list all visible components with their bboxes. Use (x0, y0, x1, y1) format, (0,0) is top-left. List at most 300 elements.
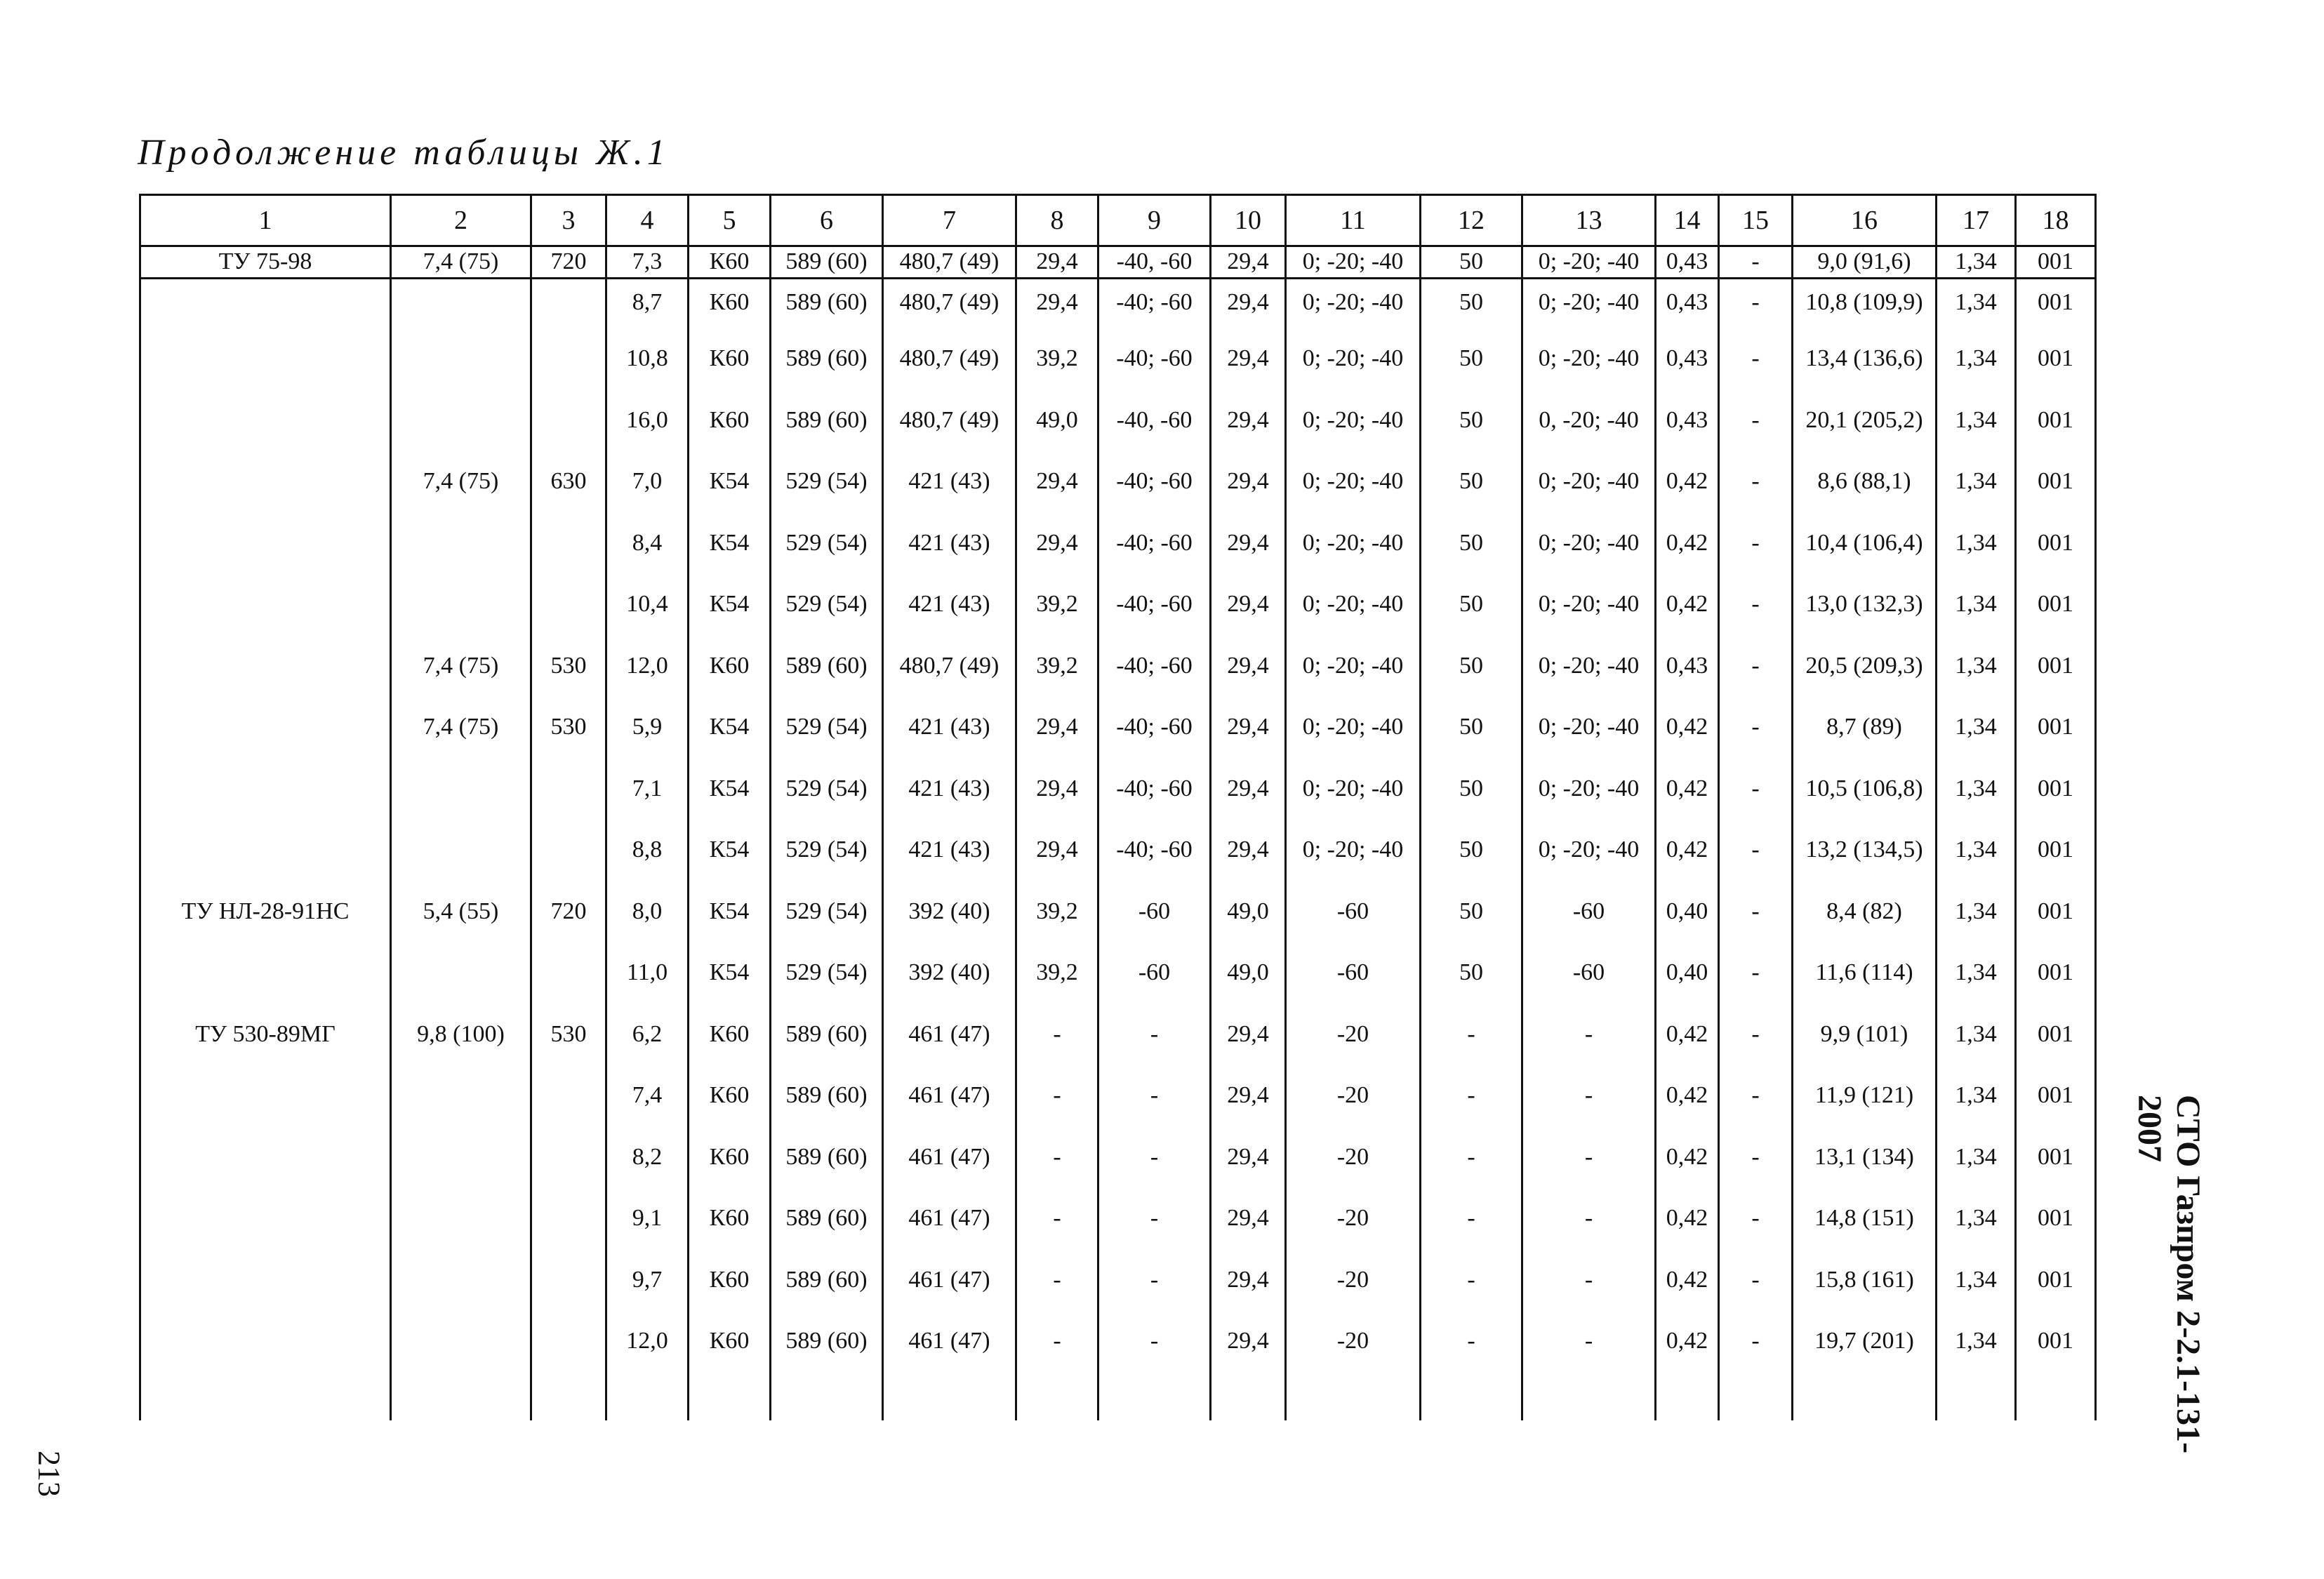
table-cell: 13,0 (132,3) (1793, 585, 1937, 647)
table-cell: К60 (689, 647, 771, 709)
table-cell: 480,7 (49) (883, 340, 1016, 401)
table-cell: 1,34 (1937, 1138, 2016, 1200)
table-cell: 50 (1421, 585, 1522, 647)
table-cell: - (1522, 1261, 1656, 1323)
table-cell: 7,4 (75) (391, 462, 531, 524)
table-cell (391, 1138, 531, 1200)
table-cell: 29,4 (1211, 1322, 1286, 1384)
table-cell: 11,6 (114) (1793, 954, 1937, 1015)
table-cell: - (1098, 1322, 1211, 1384)
column-header: 3 (531, 195, 606, 246)
table-cell: 421 (43) (883, 708, 1016, 770)
table-cell: -40; -60 (1098, 462, 1211, 524)
table-cell (140, 1199, 391, 1261)
table-cell: 12,0 (606, 1322, 689, 1384)
table-cell (391, 524, 531, 586)
table-row (140, 340, 2096, 401)
table-cell: - (1719, 279, 1793, 340)
table-cell: 589 (60) (771, 279, 883, 340)
table-cell: - (1719, 340, 1793, 401)
table-cell: 529 (54) (771, 585, 883, 647)
table-cell: 29,4 (1211, 1077, 1286, 1138)
table-cell (531, 1138, 606, 1200)
table-cell: -60 (1098, 954, 1211, 1015)
table-cell: 529 (54) (771, 893, 883, 954)
table-cell: -40; -60 (1098, 647, 1211, 709)
table-cell: 14,8 (151) (1793, 1199, 1937, 1261)
table-row (140, 1077, 2096, 1138)
table-cell: К54 (689, 770, 771, 832)
table-cell: - (1719, 1261, 1793, 1323)
table-cell: 001 (2016, 893, 2096, 954)
empty-cell (1522, 1384, 1656, 1420)
table-cell: 8,2 (606, 1138, 689, 1200)
table-cell: 001 (2016, 1322, 2096, 1384)
table-cell (140, 585, 391, 647)
table-cell: 9,1 (606, 1199, 689, 1261)
table-cell: -20 (1286, 1261, 1421, 1323)
column-header: 12 (1421, 195, 1522, 246)
empty-cell (1719, 1384, 1793, 1420)
table-cell: 001 (2016, 647, 2096, 709)
table-cell: 8,6 (88,1) (1793, 462, 1937, 524)
table-cell: 0; -20; -40 (1522, 246, 1656, 279)
table-cell: 50 (1421, 770, 1522, 832)
table-cell (531, 585, 606, 647)
table-cell: 392 (40) (883, 954, 1016, 1015)
table-cell: 13,2 (134,5) (1793, 831, 1937, 893)
table-cell: 20,1 (205,2) (1793, 401, 1937, 463)
table-cell (391, 770, 531, 832)
table-cell: 50 (1421, 246, 1522, 279)
table-cell: 29,4 (1211, 708, 1286, 770)
table-cell: -40; -60 (1098, 524, 1211, 586)
table-cell: - (1719, 246, 1793, 279)
table-cell (140, 279, 391, 340)
table-cell: 0,42 (1656, 1199, 1719, 1261)
empty-cell (1793, 1384, 1937, 1420)
table-cell: -20 (1286, 1322, 1421, 1384)
table-cell: 10,5 (106,8) (1793, 770, 1937, 832)
table-cell: 50 (1421, 524, 1522, 586)
table-cell: 1,34 (1937, 462, 2016, 524)
empty-cell (1098, 1384, 1211, 1420)
table-cell: 0, -20; -40 (1522, 401, 1656, 463)
table-cell: 29,4 (1211, 647, 1286, 709)
table-cell: 461 (47) (883, 1322, 1016, 1384)
table-cell: К54 (689, 708, 771, 770)
table-cell: 1,34 (1937, 340, 2016, 401)
table-cell: 480,7 (49) (883, 246, 1016, 279)
table-cell: 589 (60) (771, 1261, 883, 1323)
table-cell: 50 (1421, 708, 1522, 770)
table-cell (391, 1261, 531, 1323)
table-row (140, 524, 2096, 586)
table-cell: - (1719, 954, 1793, 1015)
table-cell (531, 279, 606, 340)
empty-cell (1656, 1384, 1719, 1420)
table-cell: -20 (1286, 1138, 1421, 1200)
table-cell: 29,4 (1211, 462, 1286, 524)
table-cell (140, 770, 391, 832)
table-cell: 0; -20; -40 (1522, 647, 1656, 709)
table-cell (140, 647, 391, 709)
table-cell: -20 (1286, 1199, 1421, 1261)
table-cell: 7,4 (606, 1077, 689, 1138)
table-cell: 10,8 (109,9) (1793, 279, 1937, 340)
table-row (140, 708, 2096, 770)
table-cell: 29,4 (1211, 1199, 1286, 1261)
table-cell: -60 (1286, 954, 1421, 1015)
table-cell: 29,4 (1211, 1138, 1286, 1200)
table-cell: 530 (531, 647, 606, 709)
table-cell: - (1719, 1015, 1793, 1077)
table-cell: 0,43 (1656, 647, 1719, 709)
table-cell: 0; -20; -40 (1286, 585, 1421, 647)
table-cell: К60 (689, 401, 771, 463)
table-cell: 49,0 (1211, 893, 1286, 954)
empty-cell (1937, 1384, 2016, 1420)
table-cell: - (1016, 1015, 1098, 1077)
table-cell: 8,0 (606, 893, 689, 954)
table-cell: - (1522, 1077, 1656, 1138)
table-cell: 001 (2016, 524, 2096, 586)
table-cell: 589 (60) (771, 1199, 883, 1261)
table-cell: ТУ 530-89МГ (140, 1015, 391, 1077)
table-cell: 0,42 (1656, 770, 1719, 832)
column-header: 9 (1098, 195, 1211, 246)
table-cell (531, 1077, 606, 1138)
empty-cell (1421, 1384, 1522, 1420)
table-cell: К54 (689, 954, 771, 1015)
table-cell: 1,34 (1937, 401, 2016, 463)
table-cell: 421 (43) (883, 585, 1016, 647)
table-cell: - (1719, 1322, 1793, 1384)
table-cell: 9,9 (101) (1793, 1015, 1937, 1077)
table-cell: 0; -20; -40 (1522, 770, 1656, 832)
table-cell: К60 (689, 1138, 771, 1200)
table-cell: 0,43 (1656, 340, 1719, 401)
table-cell: 0,42 (1656, 708, 1719, 770)
column-header: 1 (140, 195, 391, 246)
table-cell: 50 (1421, 954, 1522, 1015)
table-cell: 29,4 (1016, 279, 1098, 340)
table-cell: 001 (2016, 340, 2096, 401)
table-cell (531, 954, 606, 1015)
table-cell: - (1719, 708, 1793, 770)
table-cell: 29,4 (1016, 524, 1098, 586)
empty-cell (1211, 1384, 1286, 1420)
table-row (140, 1015, 2096, 1077)
table-cell: - (1016, 1077, 1098, 1138)
table-cell: 001 (2016, 1138, 2096, 1200)
table-cell: 9,7 (606, 1261, 689, 1323)
table-cell: 1,34 (1937, 279, 2016, 340)
table-cell: 1,34 (1937, 524, 2016, 586)
table-cell: 11,9 (121) (1793, 1077, 1937, 1138)
table-cell: -60 (1522, 893, 1656, 954)
table-cell (391, 279, 531, 340)
table-cell (531, 1261, 606, 1323)
table-cell (140, 1261, 391, 1323)
table-cell: - (1522, 1015, 1656, 1077)
table-cell: 39,2 (1016, 893, 1098, 954)
column-header: 2 (391, 195, 531, 246)
table-cell: 529 (54) (771, 462, 883, 524)
table-cell: 0; -20; -40 (1286, 401, 1421, 463)
table-cell: - (1522, 1199, 1656, 1261)
table-cell: 720 (531, 246, 606, 279)
table-cell (140, 462, 391, 524)
table-cell: 29,4 (1211, 585, 1286, 647)
table-cell: - (1719, 770, 1793, 832)
table-cell: 1,34 (1937, 1261, 2016, 1323)
column-header: 4 (606, 195, 689, 246)
table-cell: 0; -20; -40 (1286, 246, 1421, 279)
table-cell: - (1016, 1261, 1098, 1323)
table-cell: 16,0 (606, 401, 689, 463)
table-cell (531, 831, 606, 893)
table-cell (140, 340, 391, 401)
table-cell: 7,3 (606, 246, 689, 279)
table-cell: 50 (1421, 462, 1522, 524)
table-cell: 001 (2016, 708, 2096, 770)
empty-cell (140, 1384, 391, 1420)
table-cell: 9,0 (91,6) (1793, 246, 1937, 279)
table-cell: 50 (1421, 893, 1522, 954)
column-header: 11 (1286, 195, 1421, 246)
table-cell: К54 (689, 462, 771, 524)
table-cell (140, 524, 391, 586)
table-cell: 1,34 (1937, 770, 2016, 832)
table-row (140, 246, 2096, 279)
table-cell (531, 524, 606, 586)
table-cell: - (1016, 1138, 1098, 1200)
table-cell: 0; -20; -40 (1522, 279, 1656, 340)
table-cell: К60 (689, 340, 771, 401)
table-cell: - (1719, 647, 1793, 709)
table-cell: 001 (2016, 831, 2096, 893)
table-cell: 0; -20; -40 (1522, 831, 1656, 893)
table-cell (140, 1077, 391, 1138)
table-cell: 720 (531, 893, 606, 954)
table-cell: 8,8 (606, 831, 689, 893)
table-cell: 8,4 (82) (1793, 893, 1937, 954)
table-cell: К60 (689, 246, 771, 279)
empty-cell (531, 1384, 606, 1420)
table-cell: -20 (1286, 1077, 1421, 1138)
table-cell: 50 (1421, 279, 1522, 340)
table-cell (391, 831, 531, 893)
table-cell: -60 (1286, 893, 1421, 954)
table-cell: 001 (2016, 1077, 2096, 1138)
table-cell: 29,4 (1211, 279, 1286, 340)
table-cell: 001 (2016, 462, 2096, 524)
table-cell: 589 (60) (771, 647, 883, 709)
table-cell (531, 1322, 606, 1384)
table-cell: 1,34 (1937, 831, 2016, 893)
table-cell: 0; -20; -40 (1522, 708, 1656, 770)
table-cell: 50 (1421, 647, 1522, 709)
table-cell: 001 (2016, 1261, 2096, 1323)
table-cell: 29,4 (1016, 831, 1098, 893)
table-cell: 0; -20; -40 (1522, 585, 1656, 647)
table-cell: 480,7 (49) (883, 401, 1016, 463)
column-header: 10 (1211, 195, 1286, 246)
table-caption: Продолжение таблицы Ж.1 (138, 133, 670, 173)
table-cell: 1,34 (1937, 1015, 2016, 1077)
table-row (140, 647, 2096, 709)
table-cell (391, 585, 531, 647)
table-cell (140, 708, 391, 770)
table-cell: 7,4 (75) (391, 246, 531, 279)
table-cell: 421 (43) (883, 524, 1016, 586)
table-cell: 39,2 (1016, 340, 1098, 401)
column-header: 13 (1522, 195, 1656, 246)
table-cell: К60 (689, 279, 771, 340)
table-cell: К60 (689, 1015, 771, 1077)
empty-cell (689, 1384, 771, 1420)
table-cell: - (1719, 1199, 1793, 1261)
table-cell: 529 (54) (771, 954, 883, 1015)
table-cell: - (1016, 1322, 1098, 1384)
table-cell: 1,34 (1937, 647, 2016, 709)
table-cell: 8,4 (606, 524, 689, 586)
table-cell: -40; -60 (1098, 340, 1211, 401)
table-cell: 461 (47) (883, 1077, 1016, 1138)
table-cell: - (1098, 1077, 1211, 1138)
table-cell: - (1098, 1261, 1211, 1323)
column-header: 7 (883, 195, 1016, 246)
table-cell: 392 (40) (883, 893, 1016, 954)
table-cell: 8,7 (606, 279, 689, 340)
table-row (140, 1199, 2096, 1261)
table-cell: 1,34 (1937, 1322, 2016, 1384)
table-cell: К54 (689, 585, 771, 647)
table-cell: 11,0 (606, 954, 689, 1015)
table-cell: 29,4 (1016, 708, 1098, 770)
table-cell: -40; -60 (1098, 770, 1211, 832)
table-cell: 530 (531, 1015, 606, 1077)
table-cell: 49,0 (1211, 954, 1286, 1015)
table-cell: К60 (689, 1199, 771, 1261)
table-cell: - (1719, 1138, 1793, 1200)
table-cell: 7,0 (606, 462, 689, 524)
table-cell: 1,34 (1937, 954, 2016, 1015)
table-cell: 29,4 (1211, 401, 1286, 463)
page-number: 213 (32, 1451, 67, 1497)
table-cell: 6,2 (606, 1015, 689, 1077)
table-cell: 001 (2016, 585, 2096, 647)
table-cell: 529 (54) (771, 708, 883, 770)
table-cell: 29,4 (1211, 340, 1286, 401)
table-cell: - (1421, 1138, 1522, 1200)
table-row (140, 401, 2096, 463)
table-row (140, 770, 2096, 832)
table-cell: 529 (54) (771, 770, 883, 832)
table-cell: 0,42 (1656, 1077, 1719, 1138)
table-cell: 0; -20; -40 (1522, 340, 1656, 401)
table-cell: К54 (689, 831, 771, 893)
table-cell: 461 (47) (883, 1138, 1016, 1200)
table-cell: 1,34 (1937, 1077, 2016, 1138)
table-row (140, 893, 2096, 954)
table-cell: 0; -20; -40 (1286, 831, 1421, 893)
table-cell: 0; -20; -40 (1286, 279, 1421, 340)
table-cell: -40; -60 (1098, 831, 1211, 893)
column-header: 17 (1937, 195, 2016, 246)
table-cell: 20,5 (209,3) (1793, 647, 1937, 709)
table-cell: ТУ 75-98 (140, 246, 391, 279)
table-cell: 421 (43) (883, 462, 1016, 524)
empty-cell (771, 1384, 883, 1420)
table-cell: 7,1 (606, 770, 689, 832)
table-cell: 001 (2016, 279, 2096, 340)
table-cell: - (1719, 1077, 1793, 1138)
table-cell: 10,4 (106,4) (1793, 524, 1937, 586)
table-cell: 0,42 (1656, 585, 1719, 647)
table-cell: 0,42 (1656, 1015, 1719, 1077)
table-cell: - (1719, 893, 1793, 954)
table-cell: 001 (2016, 401, 2096, 463)
table-cell: К60 (689, 1261, 771, 1323)
table-cell: 529 (54) (771, 831, 883, 893)
table-cell (140, 401, 391, 463)
column-header: 5 (689, 195, 771, 246)
table-cell: 39,2 (1016, 647, 1098, 709)
table-cell: - (1016, 1199, 1098, 1261)
table-cell: К60 (689, 1077, 771, 1138)
table-cell: 50 (1421, 340, 1522, 401)
table-cell: 480,7 (49) (883, 647, 1016, 709)
table-cell: - (1421, 1015, 1522, 1077)
table-cell (391, 954, 531, 1015)
table-cell: 29,4 (1016, 770, 1098, 832)
table-cell: 5,4 (55) (391, 893, 531, 954)
table-cell: 589 (60) (771, 1322, 883, 1384)
table-cell: 39,2 (1016, 585, 1098, 647)
table-row (140, 831, 2096, 893)
table-cell: 530 (531, 708, 606, 770)
empty-cell (2016, 1384, 2096, 1420)
table-cell: 15,8 (161) (1793, 1261, 1937, 1323)
table-cell: - (1719, 401, 1793, 463)
table-cell: 1,34 (1937, 246, 2016, 279)
table-cell: 589 (60) (771, 246, 883, 279)
table-cell: 12,0 (606, 647, 689, 709)
table-cell: К60 (689, 1322, 771, 1384)
table-cell: 589 (60) (771, 1077, 883, 1138)
table-cell (140, 1322, 391, 1384)
table-cell: - (1421, 1199, 1522, 1261)
table-cell (391, 401, 531, 463)
table-cell: 7,4 (75) (391, 647, 531, 709)
table-cell: 589 (60) (771, 340, 883, 401)
table-cell: 1,34 (1937, 708, 2016, 770)
table-cell: 001 (2016, 770, 2096, 832)
table-cell: - (1522, 1322, 1656, 1384)
table-cell (391, 1322, 531, 1384)
table-cell (140, 831, 391, 893)
table-cell: 29,4 (1016, 246, 1098, 279)
document-code: СТО Газпром 2-2.1-131-2007 (2131, 1095, 2207, 1454)
table-cell: -40; -60 (1098, 708, 1211, 770)
table-row (140, 585, 2096, 647)
empty-cell (606, 1384, 689, 1420)
table-cell: 0,42 (1656, 1261, 1719, 1323)
table-cell: 0,42 (1656, 462, 1719, 524)
table-cell (531, 770, 606, 832)
